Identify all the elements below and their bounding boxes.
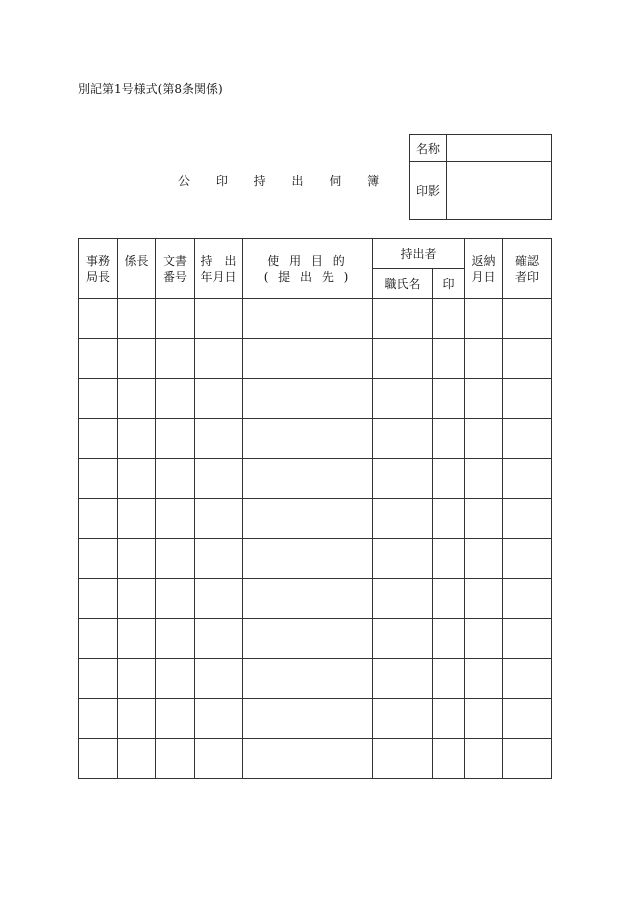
director-seal-cell[interactable]	[79, 659, 118, 699]
carrier-name-cell[interactable]	[373, 539, 433, 579]
chief-seal-cell[interactable]	[118, 619, 156, 659]
table-row	[79, 739, 552, 779]
carrier-name-cell[interactable]	[373, 379, 433, 419]
carrier-seal-cell[interactable]	[433, 659, 465, 699]
director-seal-cell[interactable]	[79, 339, 118, 379]
taken-date-cell[interactable]	[195, 539, 243, 579]
return-date-cell[interactable]	[465, 659, 503, 699]
header-return-date-line-1: 返納	[471, 253, 496, 268]
taken-date-cell[interactable]	[195, 419, 243, 459]
carrier-seal-cell[interactable]	[433, 459, 465, 499]
table-row	[79, 619, 552, 659]
return-date-cell[interactable]	[465, 579, 503, 619]
header-document-number-line-1: 文書	[162, 253, 187, 268]
header-purpose	[243, 239, 373, 299]
purpose-cell[interactable]	[243, 739, 373, 779]
chief-seal-cell[interactable]	[118, 379, 156, 419]
header-director-line-1: 事務	[85, 253, 110, 268]
header-return-date	[465, 239, 503, 299]
chief-seal-cell[interactable]	[118, 459, 156, 499]
header-carrier-seal: 印	[433, 269, 465, 299]
confirmer-seal-cell[interactable]	[503, 339, 552, 379]
purpose-cell[interactable]	[243, 299, 373, 339]
carrier-seal-cell[interactable]	[433, 539, 465, 579]
header-confirmer-seal-line-1: 確認	[514, 253, 539, 268]
header-taken-date-line-1: 持 出	[200, 253, 237, 268]
confirmer-seal-cell[interactable]	[503, 419, 552, 459]
taken-date-cell[interactable]	[195, 459, 243, 499]
return-date-cell[interactable]	[465, 339, 503, 379]
director-seal-cell[interactable]	[79, 379, 118, 419]
carrier-seal-cell[interactable]	[433, 299, 465, 339]
seal-info-box	[409, 134, 552, 220]
document-number-cell[interactable]	[156, 379, 195, 419]
seal-impression-label: 印影	[410, 162, 447, 220]
chief-seal-cell[interactable]	[118, 539, 156, 579]
confirmer-seal-cell[interactable]	[503, 539, 552, 579]
header-confirmer-seal	[503, 239, 552, 299]
chief-seal-cell[interactable]	[118, 739, 156, 779]
table-row	[79, 379, 552, 419]
chief-seal-cell[interactable]	[118, 579, 156, 619]
table-row	[79, 419, 552, 459]
director-seal-cell[interactable]	[79, 539, 118, 579]
form-reference: 別記第1号様式(第8条関係)	[78, 82, 223, 96]
carrier-name-cell[interactable]	[373, 739, 433, 779]
carrier-seal-cell[interactable]	[433, 579, 465, 619]
taken-date-cell[interactable]	[195, 739, 243, 779]
taken-date-cell[interactable]	[195, 339, 243, 379]
carrier-seal-cell[interactable]	[433, 339, 465, 379]
seal-impression-field[interactable]	[447, 162, 552, 220]
document-number-cell[interactable]	[156, 539, 195, 579]
return-date-cell[interactable]	[465, 459, 503, 499]
header-purpose-line-1: 使 用 目 的	[267, 253, 348, 268]
chief-seal-cell[interactable]	[118, 659, 156, 699]
name-label: 名称	[410, 135, 447, 162]
header-director	[79, 239, 118, 299]
header-return-date-line-2: 月日	[471, 269, 496, 284]
director-seal-cell[interactable]	[79, 419, 118, 459]
table-row	[79, 339, 552, 379]
chief-seal-cell[interactable]	[118, 499, 156, 539]
director-seal-cell[interactable]	[79, 699, 118, 739]
director-seal-cell[interactable]	[79, 619, 118, 659]
table-row	[79, 579, 552, 619]
purpose-cell[interactable]	[243, 579, 373, 619]
purpose-cell[interactable]	[243, 699, 373, 739]
taken-date-cell[interactable]	[195, 299, 243, 339]
carrier-name-cell[interactable]	[373, 459, 433, 499]
confirmer-seal-cell[interactable]	[503, 699, 552, 739]
taken-date-cell[interactable]	[195, 579, 243, 619]
header-carrier-name: 職氏名	[373, 269, 433, 299]
director-seal-cell[interactable]	[79, 739, 118, 779]
purpose-cell[interactable]	[243, 499, 373, 539]
carrier-name-cell[interactable]	[373, 579, 433, 619]
purpose-cell[interactable]	[243, 619, 373, 659]
chief-seal-cell[interactable]	[118, 699, 156, 739]
table-row	[79, 299, 552, 339]
table-row	[79, 539, 552, 579]
document-number-cell[interactable]	[156, 299, 195, 339]
chief-seal-cell[interactable]	[118, 419, 156, 459]
confirmer-seal-cell[interactable]	[503, 579, 552, 619]
purpose-cell[interactable]	[243, 659, 373, 699]
seal-carryout-register-table	[78, 238, 552, 779]
header-director-line-2: 局長	[85, 269, 110, 284]
return-date-cell[interactable]	[465, 499, 503, 539]
carrier-seal-cell[interactable]	[433, 699, 465, 739]
purpose-cell[interactable]	[243, 339, 373, 379]
carrier-name-cell[interactable]	[373, 299, 433, 339]
taken-date-cell[interactable]	[195, 499, 243, 539]
taken-date-cell[interactable]	[195, 699, 243, 739]
confirmer-seal-cell[interactable]	[503, 739, 552, 779]
document-number-cell[interactable]	[156, 579, 195, 619]
confirmer-seal-cell[interactable]	[503, 459, 552, 499]
return-date-cell[interactable]	[465, 379, 503, 419]
return-date-cell[interactable]	[465, 419, 503, 459]
header-purpose-line-2: ( 提 出 先 )	[263, 269, 352, 284]
document-title: 公 印 持 出 伺 簿	[178, 174, 391, 188]
confirmer-seal-cell[interactable]	[503, 379, 552, 419]
chief-seal-cell[interactable]	[118, 339, 156, 379]
header-chief	[118, 239, 156, 299]
document-number-cell[interactable]	[156, 419, 195, 459]
table-row	[79, 699, 552, 739]
document-number-cell[interactable]	[156, 739, 195, 779]
carrier-seal-cell[interactable]	[433, 419, 465, 459]
carrier-seal-cell[interactable]	[433, 739, 465, 779]
purpose-cell[interactable]	[243, 419, 373, 459]
table-row	[79, 659, 552, 699]
taken-date-cell[interactable]	[195, 379, 243, 419]
header-confirmer-seal-line-2: 者印	[514, 269, 539, 284]
director-seal-cell[interactable]	[79, 299, 118, 339]
document-number-cell[interactable]	[156, 499, 195, 539]
document-number-cell[interactable]	[156, 459, 195, 499]
chief-seal-cell[interactable]	[118, 299, 156, 339]
return-date-cell[interactable]	[465, 299, 503, 339]
taken-date-cell[interactable]	[195, 619, 243, 659]
purpose-cell[interactable]	[243, 459, 373, 499]
header-taken-date	[195, 239, 243, 299]
carrier-seal-cell[interactable]	[433, 619, 465, 659]
header-taken-date-line-2: 年月日	[200, 269, 237, 284]
confirmer-seal-cell[interactable]	[503, 499, 552, 539]
director-seal-cell[interactable]	[79, 499, 118, 539]
carrier-name-cell[interactable]	[373, 499, 433, 539]
director-seal-cell[interactable]	[79, 579, 118, 619]
table-row	[79, 459, 552, 499]
table-row	[79, 499, 552, 539]
carrier-name-cell[interactable]	[373, 339, 433, 379]
carrier-name-cell[interactable]	[373, 619, 433, 659]
document-number-cell[interactable]	[156, 339, 195, 379]
confirmer-seal-cell[interactable]	[503, 619, 552, 659]
carrier-name-cell[interactable]	[373, 659, 433, 699]
carrier-name-cell[interactable]	[373, 419, 433, 459]
carrier-seal-cell[interactable]	[433, 499, 465, 539]
document-number-cell[interactable]	[156, 659, 195, 699]
return-date-cell[interactable]	[465, 539, 503, 579]
name-value-field[interactable]	[447, 135, 552, 162]
purpose-cell[interactable]	[243, 539, 373, 579]
return-date-cell[interactable]	[465, 699, 503, 739]
document-number-cell[interactable]	[156, 699, 195, 739]
return-date-cell[interactable]	[465, 739, 503, 779]
header-document-number	[156, 239, 195, 299]
carrier-seal-cell[interactable]	[433, 379, 465, 419]
taken-date-cell[interactable]	[195, 659, 243, 699]
document-number-cell[interactable]	[156, 619, 195, 659]
confirmer-seal-cell[interactable]	[503, 659, 552, 699]
director-seal-cell[interactable]	[79, 459, 118, 499]
return-date-cell[interactable]	[465, 619, 503, 659]
confirmer-seal-cell[interactable]	[503, 299, 552, 339]
carrier-name-cell[interactable]	[373, 699, 433, 739]
header-document-number-line-2: 番号	[162, 269, 187, 284]
header-chief-label: 係長	[124, 253, 149, 268]
header-carrier: 持出者	[373, 239, 465, 269]
purpose-cell[interactable]	[243, 379, 373, 419]
